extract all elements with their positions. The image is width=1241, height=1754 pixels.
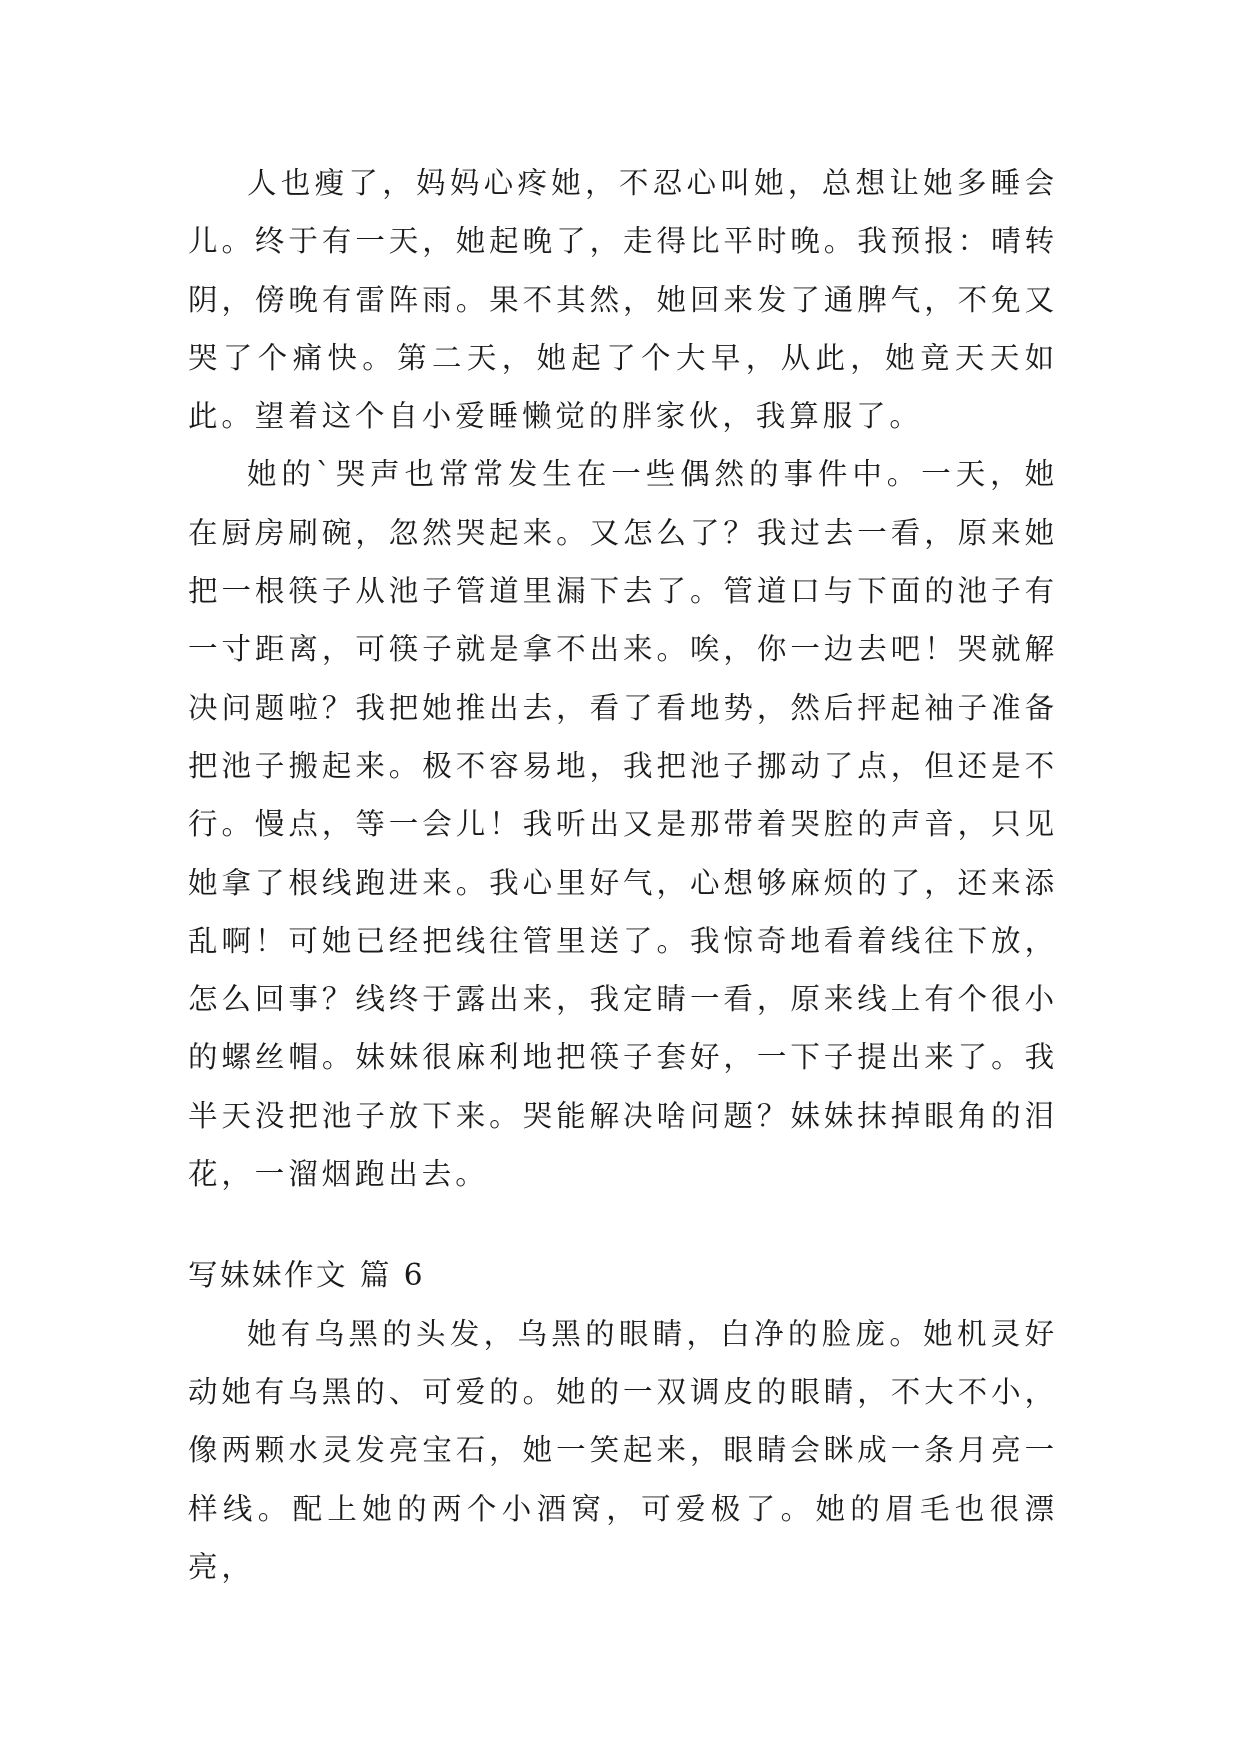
document-body [188,154,1058,1596]
paragraph-chopstick-story: 她的`哭声也常常发生在一些偶然的事件中。一天，她在厨房刷碗，忽然哭起来。又怎么了？我过去一看，原来她把一根筷子从池子管道里漏下去了。管道口与下面的池子有一寸距离，可筷子就是拿不出来。唉，你一边去吧！哭就解决问题啦？我把她推出去，看了看地势，然后抨起袖子准备把池子搬起来。极不容易地，我把池子挪动了点，但还是不行。慢点，等一会儿！我听出又是那带着哭腔的声音，只见她拿了根线跑进来。我心里好气，心想够麻烦的了，还来添乱啊！可她已经把线往管里送了。我惊奇地看着线往下放，怎么回事？线终于露出来，我定睛一看，原来线上有个很小的螺丝帽。妹妹很麻利地把筷子套好，一下子提出来了。我半天没把池子放下来。哭能解决啥问题？妹妹抹掉眼角的泪花，一溜烟跑出去。 [188,457,1058,1192]
paragraph-description: 她有乌黑的头发，乌黑的眼睛，白净的脸庞。她机灵好动她有乌黑的、可爱的。她的一双调皮的眼睛，不大不小，像两颗水灵发亮宝石，她一笑起来，眼睛会眯成一条月亮一样线。配上她的两个小酒窝，可爱极了。她的眉毛也很漂亮， [188,1316,1058,1584]
paragraph-oversleeping: 人也瘦了，妈妈心疼她，不忍心叫她，总想让她多睡会儿。终于有一天，她起晚了，走得比平时晚。我预报：晴转阴，傍晚有雷阵雨。果不其然，她回来发了通脾气，不免又哭了个痛快。第二天，她起了个大早，从此，她竟天天如此。望着这个自小爱睡懒觉的胖家伙，我算服了。 [188,166,1058,434]
section-heading: 写妹妹作文 篇 6 [188,1258,426,1293]
